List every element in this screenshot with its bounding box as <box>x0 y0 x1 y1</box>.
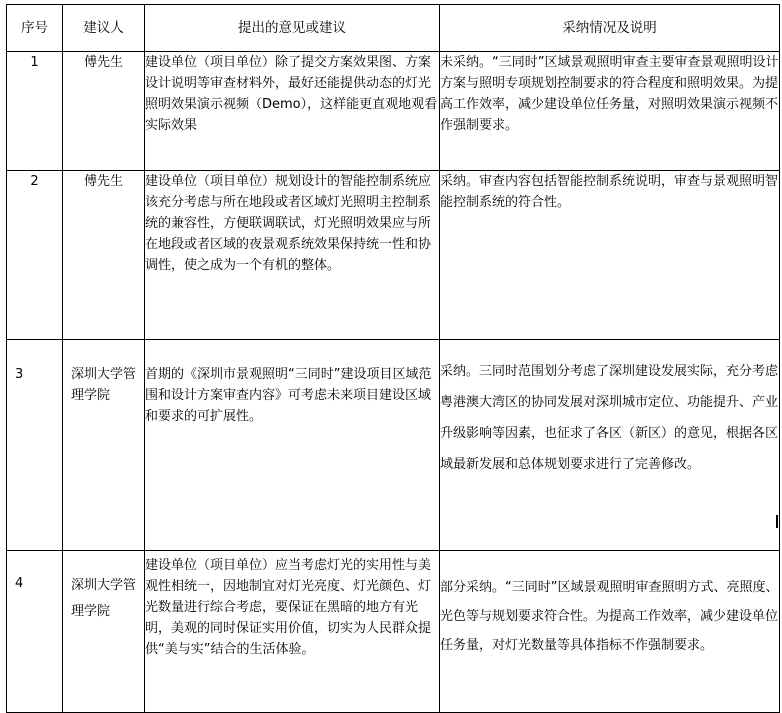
row-adoption: 采纳。三同时范围划分考虑了深圳建设发展实际，充分考虑粤港澳大湾区的协同发展对深圳城市定位、功能提升、产业升级影响等因素，也征求了各区（新区）的意见，根据各区域最新发展和总体规划要求进行了完善修改。 <box>440 340 780 551</box>
row-opinion: 建设单位（项目单位）规划设计的智能控制系统应该充分考虑与所在地段或者区域灯光照明主控制系统的兼容性，方便联调联试，灯光照明效果应与所在地段或者区域的夜景观系统效果保持统一性和协调性，使之成为一个有机的整体。 <box>145 171 440 340</box>
row-proposer: 深圳大学管理学院 <box>63 340 145 551</box>
table-row <box>7 340 780 551</box>
row-opinion: 首期的《深圳市景观照明“三同时”建设项目区域范围和设计方案审查内容》可考虑未来项目建设区域和要求的可扩展性。 <box>145 340 440 551</box>
header-proposer: 建议人 <box>63 5 145 52</box>
row-proposer: 傅先生 <box>63 52 145 171</box>
table-row <box>7 52 780 171</box>
row-number: 3 <box>7 340 63 551</box>
row-number: 2 <box>7 171 63 340</box>
table-row <box>7 171 780 340</box>
header-row <box>7 5 780 52</box>
header-no: 序号 <box>7 5 63 52</box>
row-adoption: 部分采纳。“三同时”区域景观照明审查照明方式、亮照度、光色等与规划要求符合性。为提高工作效率，减少建设单位任务量，对灯光数量等具体指标不作强制要求。 <box>440 551 780 713</box>
header-adoption: 采纳情况及说明 <box>440 5 780 52</box>
row-adoption: 采纳。审查内容包括智能控制系统说明，审查与景观照明智能控制系统的符合性。 <box>440 171 780 340</box>
row-opinion: 建设单位（项目单位）应当考虑灯光的实用性与美观性相统一，因地制宜对灯光亮度、灯光颜色、灯光数量进行综合考虑，要保证在黑暗的地方有光明，美观的同时保证实用价值，切实为人民群众提供“美与实”结合的生活体验。 <box>145 551 440 713</box>
table-row <box>7 551 780 713</box>
text-cursor-mark <box>776 515 778 528</box>
row-opinion: 建设单位（项目单位）除了提交方案效果图、方案设计说明等审查材料外，最好还能提供动态的灯光照明效果演示视频（Demo），这样能更直观地观看实际效果 <box>145 52 440 171</box>
row-proposer: 深圳大学管理学院 <box>63 551 145 713</box>
row-proposer: 傅先生 <box>63 171 145 340</box>
row-number: 4 <box>7 551 63 713</box>
row-adoption: 未采纳。“三同时”区域景观照明审查主要审查景观照明设计方案与照明专项规划控制要求的符合程度和照明效果。为提高工作效率，减少建设单位任务量，对照明效果演示视频不作强制要求。 <box>440 52 780 171</box>
row-number: 1 <box>7 52 63 171</box>
header-opinion: 提出的意见或建议 <box>145 5 440 52</box>
feedback-table <box>6 4 780 713</box>
